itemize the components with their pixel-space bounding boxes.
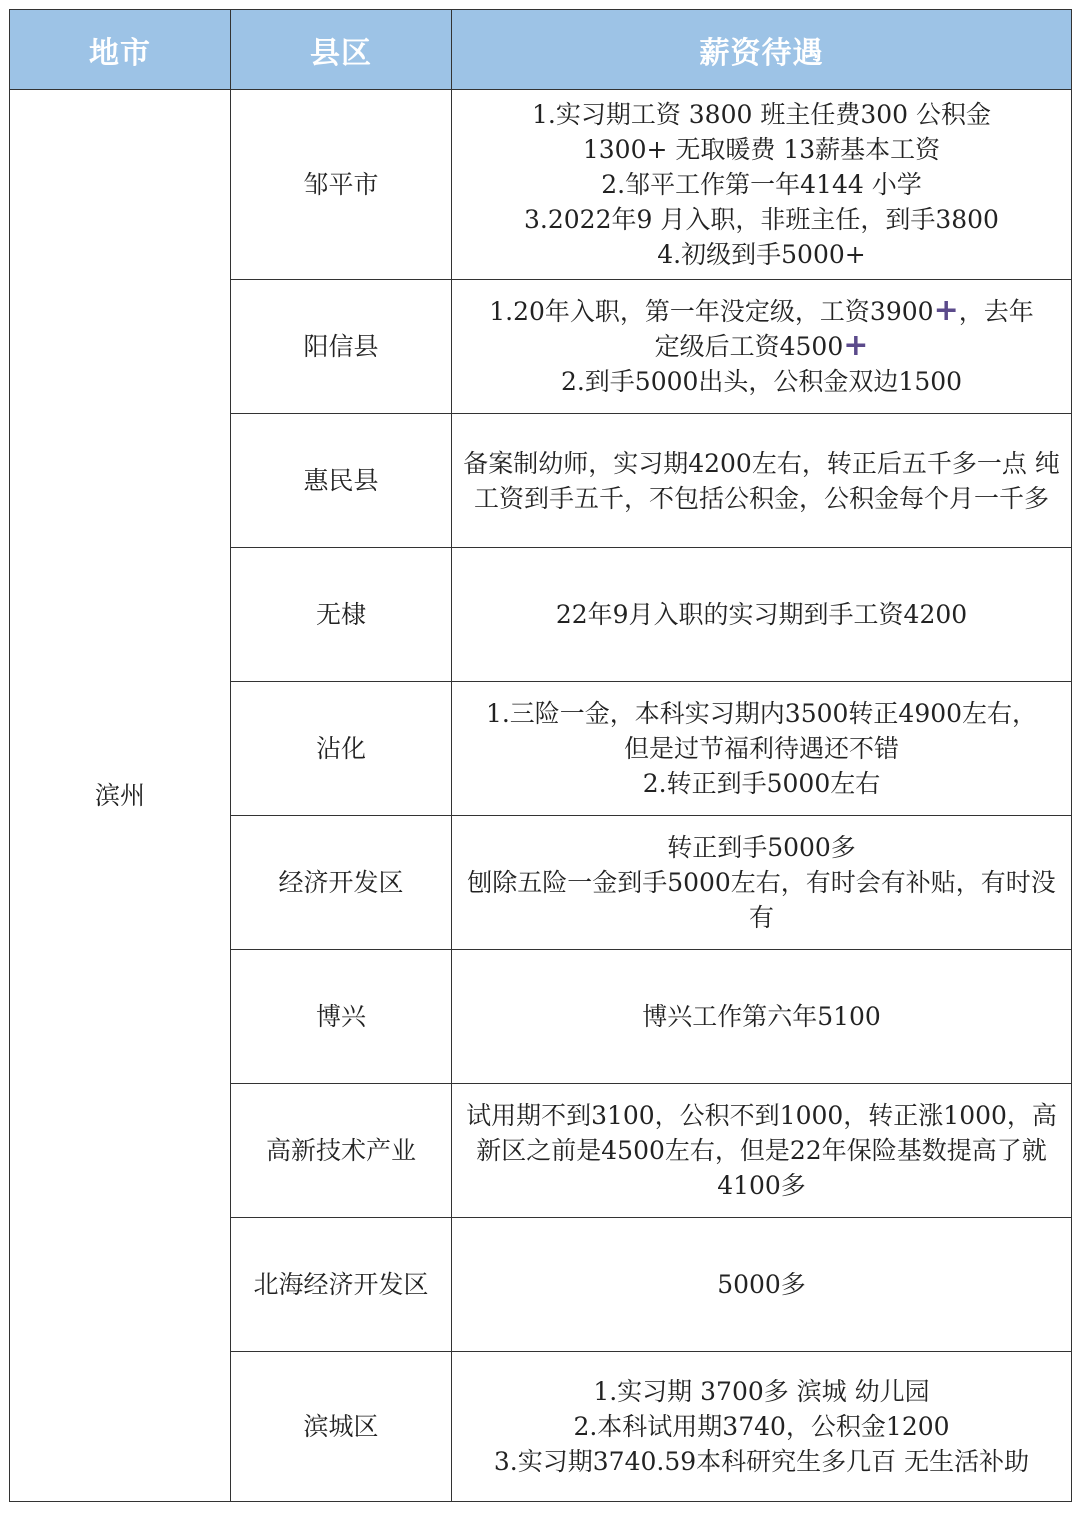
district-cell: 无棣 <box>231 548 452 682</box>
header-district: 县区 <box>231 10 452 90</box>
salary-table <box>9 9 1072 1502</box>
salary-text: 博兴工作第六年5100 <box>642 1002 881 1031</box>
salary-line <box>458 329 1065 364</box>
salary-line: 2.邹平工作第一年4144 小学 <box>601 170 922 199</box>
salary-text: 1.20年入职，第一年没定级，工资3900 <box>489 297 934 326</box>
salary-text: 刨除五险一金到手5000左右，有时会有补贴，有时没有 <box>467 868 1056 932</box>
plus-icon: + <box>933 293 959 328</box>
salary-cell <box>452 1352 1072 1502</box>
district-cell: 北海经济开发区 <box>231 1218 452 1352</box>
salary-cell <box>452 682 1072 816</box>
salary-line: 转正到手5000多 <box>667 833 856 862</box>
salary-cell <box>452 1084 1072 1218</box>
salary-line: 2.转正到手5000左右 <box>642 769 881 798</box>
district-cell: 沾化 <box>231 682 452 816</box>
header-city: 地市 <box>10 10 231 90</box>
salary-cell <box>452 1218 1072 1352</box>
salary-line: 1300+ 无取暖费 13薪基本工资 <box>582 135 941 164</box>
salary-cell <box>452 280 1072 414</box>
district-cell: 经济开发区 <box>231 816 452 950</box>
district-cell: 惠民县 <box>231 414 452 548</box>
salary-text: 22年9月入职的实习期到手工资4200 <box>555 600 968 629</box>
salary-line <box>458 294 1065 329</box>
salary-cell <box>452 90 1072 280</box>
salary-line: 3.2022年9 月入职，非班主任，到手3800 <box>524 205 999 234</box>
salary-text: 5000多 <box>717 1270 806 1299</box>
salary-line: 但是过节福利待遇还不错 <box>623 734 899 763</box>
header-salary: 薪资待遇 <box>452 10 1072 90</box>
header-row <box>10 10 1072 90</box>
salary-cell <box>452 950 1072 1084</box>
salary-cell <box>452 816 1072 950</box>
salary-cell <box>452 414 1072 548</box>
table-row <box>10 90 1072 280</box>
district-cell: 博兴 <box>231 950 452 1084</box>
plus-icon: + <box>843 328 869 363</box>
salary-line: 2.到手5000出头，公积金双边1500 <box>560 367 963 396</box>
salary-line: 1.三险一金，本科实习期内3500转正4900左右， <box>485 699 1038 728</box>
city-cell: 滨州 <box>10 90 231 1502</box>
district-cell: 高新技术产业 <box>231 1084 452 1218</box>
salary-cell <box>452 548 1072 682</box>
salary-line: 3.实习期3740.59本科研究生多几百 无生活补助 <box>493 1447 1030 1476</box>
district-cell: 阳信县 <box>231 280 452 414</box>
salary-text: 试用期不到3100，公积不到1000，转正涨1000，高新区之前是4500左右，但是22年保险基数提高了就4100多 <box>466 1101 1057 1200</box>
salary-line: 2.本科试用期3740，公积金1200 <box>573 1412 950 1441</box>
salary-text: 定级后工资4500 <box>654 332 844 361</box>
salary-line: 1.实习期工资 3800 班主任费300 公积金 <box>531 100 992 129</box>
salary-text: 备案制幼师，实习期4200左右，转正后五千多一点 纯工资到手五千，不包括公积金，公积金每个月一千多 <box>463 448 1060 513</box>
salary-text: ，去年 <box>958 297 1034 326</box>
salary-line: 1.实习期 3700多 滨城 幼儿园 <box>593 1377 930 1406</box>
district-cell: 邹平市 <box>231 90 452 280</box>
salary-line: 4.初级到手5000+ <box>657 240 866 269</box>
district-cell: 滨城区 <box>231 1352 452 1502</box>
